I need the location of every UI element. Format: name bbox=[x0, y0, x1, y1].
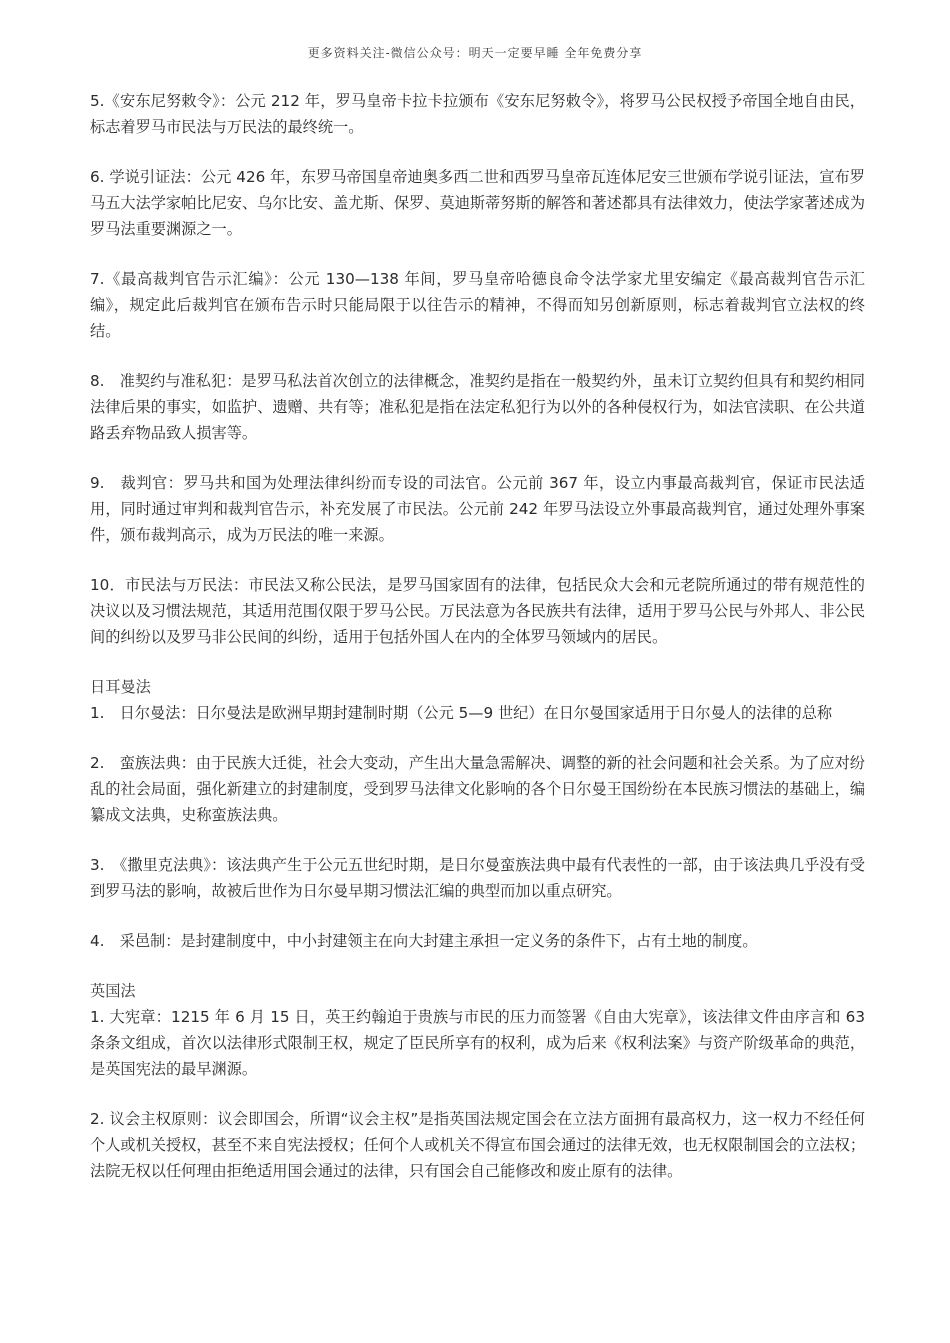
roman-item-5: 5.《安东尼努敕令》：公元 212 年，罗马皇帝卡拉卡拉颁布《安东尼努敕令》，将罗马公民权授予帝国全地自由民，标志着罗马市民法与万民法的最终统一。 bbox=[90, 92, 865, 136]
roman-item-10: 10．市民法与万民法：市民法又称公民法，是罗马国家固有的法律，包括民众大会和元老院所通过的带有规范性的决议以及习惯法规范，其适用范围仅限于罗马公民。万民法意为各民族共有法律，适用于罗马公民与外邦人、非公民间的纠纷以及罗马非公民间的纠纷，适用于包括外国人在内的全体罗马领域内的居民。 bbox=[90, 576, 865, 646]
english-item-2: 2. 议会主权原则：议会即国会，所谓“议会主权”是指英国法规定国会在立法方面拥有最高权力，这一权力不经任何个人或机关授权，甚至不来自宪法授权；任何个人或机关不得宣布国会通过的法律无效，也无权限制国会的立法权；法院无权以任何理由拒绝适用国会通过的法律，只有国会自己能修改和废止原有的法律。 bbox=[90, 1110, 865, 1180]
header-banner: 更多资料关注-微信公众号：明天一定要早睡 全年免费分享 bbox=[307, 46, 643, 60]
germanic-item-4: 4. 采邑制：是封建制度中，中小封建领主在向大封建主承担一定义务的条件下，占有土地的制度。 bbox=[90, 932, 758, 950]
germanic-item-3: 3. 《撒里克法典》：该法典产生于公元五世纪时期，是日尔曼蛮族法典中最有代表性的一部，由于该法典几乎没有受到罗马法的影响，故被后世作为日尔曼早期习惯法汇编的典型而加以重点研究。 bbox=[90, 856, 865, 900]
germanic-item-1: 1. 日尔曼法：日尔曼法是欧洲早期封建制时期（公元 5—9 世纪）在日尔曼国家适用于日尔曼人的法律的总称 bbox=[90, 704, 833, 722]
english-item-1: 1. 大宪章：1215 年 6 月 15 日，英王约翰迫于贵族与市民的压力而签署《自由大宪章》，该法律文件由序言和 63 条条文组成，首次以法律形式限制王权，规定了臣民所享有的权利，成为后来《权利法案》与资产阶级革命的典范，是英国宪法的最早渊源。 bbox=[90, 1008, 865, 1078]
document-body bbox=[90, 88, 865, 1208]
roman-item-7: 7.《最高裁判官告示汇编》：公元 130—138 年间，罗马皇帝哈德良命令法学家尤里安编定《最高裁判官告示汇编》，规定此后裁判官在颁布告示时只能局限于以往告示的精神，不得而知另创新原则，标志着裁判官立法权的终结。 bbox=[90, 270, 865, 340]
section-title-germanic: 日耳曼法 bbox=[90, 678, 151, 696]
roman-item-9: 9. 裁判官：罗马共和国为处理法律纠纷而专设的司法官。公元前 367 年，设立内事最高裁判官，保证市民法适用，同时通过审判和裁判官告示，补充发展了市民法。公元前 242 年罗马法设立外事最高裁判官，通过处理外事案件，颁布裁判高示，成为万民法的唯一来源。 bbox=[90, 474, 865, 544]
section-title-english: 英国法 bbox=[90, 982, 136, 1000]
germanic-item-2: 2. 蛮族法典：由于民族大迁徙，社会大变动，产生出大量急需解决、调整的新的社会问题和社会关系。为了应对纷乱的社会局面，强化新建立的封建制度，受到罗马法律文化影响的各个日尔曼王国纷纷在本民族习惯法的基础上，编纂成文法典，史称蛮族法典。 bbox=[90, 754, 865, 824]
roman-item-8: 8. 准契约与准私犯：是罗马私法首次创立的法律概念，准契约是指在一般契约外，虽未订立契约但具有和契约相同法律后果的事实，如监护、遗赠、共有等；准私犯是指在法定私犯行为以外的各种侵权行为，如法官渎职、在公共道路丢弃物品致人损害等。 bbox=[90, 372, 865, 442]
roman-item-6: 6. 学说引证法：公元 426 年，东罗马帝国皇帝迪奥多西二世和西罗马皇帝瓦连体尼安三世颁布学说引证法，宣布罗马五大法学家帕比尼安、乌尔比安、盖尤斯、保罗、莫迪斯蒂努斯的解答和著述都具有法律效力，使法学家著述成为罗马法重要渊源之一。 bbox=[90, 168, 865, 238]
